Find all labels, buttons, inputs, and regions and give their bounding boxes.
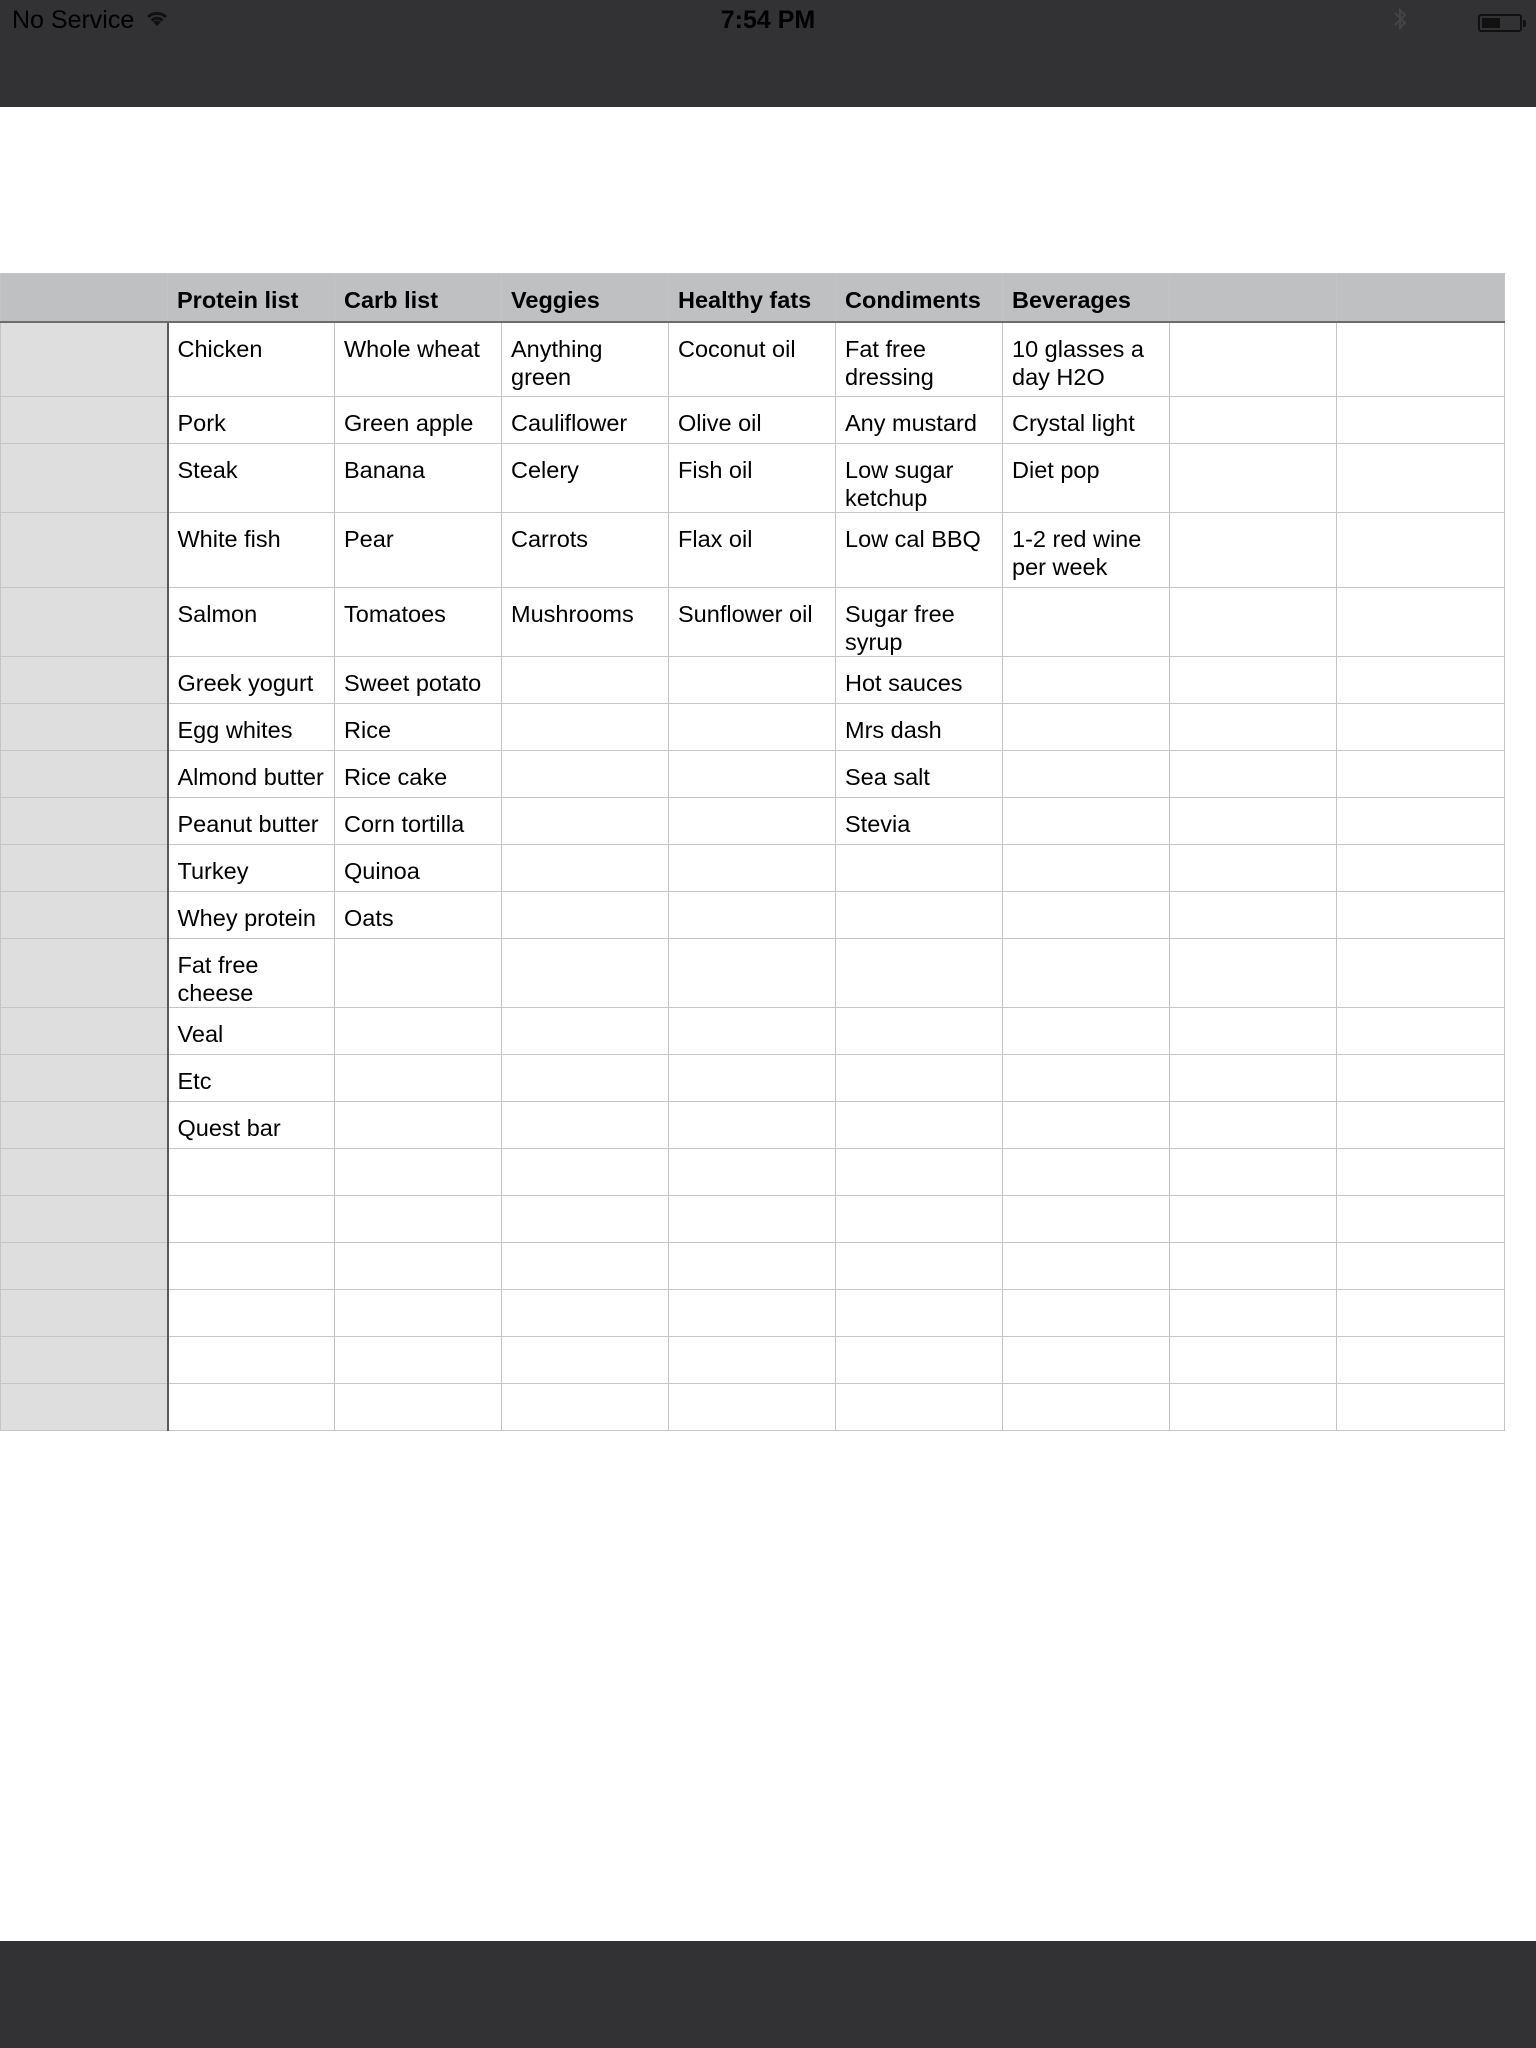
table-cell[interactable] <box>502 1384 669 1431</box>
table-cell[interactable]: Whey protein <box>168 892 335 939</box>
table-cell[interactable]: Olive oil <box>669 397 836 444</box>
table-cell[interactable]: Tomatoes <box>335 588 502 657</box>
table-cell[interactable] <box>669 1384 836 1431</box>
table-cell[interactable] <box>1003 1149 1170 1196</box>
table-cell[interactable]: Almond butter <box>168 751 335 798</box>
row-header[interactable] <box>1 892 168 939</box>
table-cell[interactable]: Cauliflower <box>502 397 669 444</box>
table-cell[interactable] <box>502 704 669 751</box>
table-cell[interactable] <box>1003 704 1170 751</box>
bottom-toolbar <box>0 1941 1536 2048</box>
table-row <box>1 588 1505 657</box>
right-status <box>1392 6 1522 39</box>
bluetooth-icon <box>1392 6 1408 39</box>
table-cell[interactable]: Fish oil <box>669 444 836 513</box>
table-cell[interactable] <box>1003 1008 1170 1055</box>
table-cell[interactable] <box>669 1196 836 1243</box>
table-cell[interactable] <box>1003 798 1170 845</box>
table-cell[interactable] <box>335 1290 502 1337</box>
table-cell[interactable] <box>335 1337 502 1384</box>
table-cell[interactable] <box>1337 798 1505 845</box>
table-cell[interactable] <box>836 1337 1003 1384</box>
table-row <box>1 892 1505 939</box>
table-cell[interactable]: Diet pop <box>1003 444 1170 513</box>
table-cell[interactable]: Whole wheat <box>335 322 502 397</box>
table-cell[interactable]: Etc <box>168 1055 335 1102</box>
table-cell[interactable] <box>836 1290 1003 1337</box>
table-cell[interactable] <box>1003 1384 1170 1431</box>
table-cell[interactable] <box>1170 892 1337 939</box>
table-cell[interactable] <box>1337 892 1505 939</box>
table-cell[interactable] <box>1003 1290 1170 1337</box>
table-cell[interactable] <box>1170 513 1337 588</box>
table-cell[interactable] <box>1003 1102 1170 1149</box>
table-cell[interactable]: Sugar free syrup <box>836 588 1003 657</box>
battery-icon <box>1478 14 1522 32</box>
table-cell[interactable] <box>1170 588 1337 657</box>
header-row <box>1 274 1505 322</box>
table-cell[interactable] <box>502 1055 669 1102</box>
table-cell[interactable] <box>669 1008 836 1055</box>
table-cell[interactable] <box>1170 1008 1337 1055</box>
table-cell[interactable] <box>335 939 502 1008</box>
table-cell[interactable]: Green apple <box>335 397 502 444</box>
table-cell[interactable] <box>1003 939 1170 1008</box>
table-cell[interactable]: Coconut oil <box>669 322 836 397</box>
table-cell[interactable] <box>1003 892 1170 939</box>
table-cell[interactable]: Sea salt <box>836 751 1003 798</box>
table-row <box>1 1384 1505 1431</box>
table-cell[interactable] <box>502 1149 669 1196</box>
table-cell[interactable] <box>1170 845 1337 892</box>
table-cell[interactable]: Fat free dressing <box>836 322 1003 397</box>
row-header[interactable] <box>1 704 168 751</box>
column-header[interactable]: Protein list <box>168 274 335 322</box>
table-cell[interactable] <box>836 892 1003 939</box>
row-header[interactable] <box>1 845 168 892</box>
row-header[interactable] <box>1 322 168 397</box>
table-cell[interactable] <box>1170 322 1337 397</box>
row-header[interactable] <box>1 657 168 704</box>
table-cell[interactable] <box>1170 704 1337 751</box>
table-row <box>1 1243 1505 1290</box>
table-cell[interactable] <box>836 1008 1003 1055</box>
table-cell[interactable]: Salmon <box>168 588 335 657</box>
table-cell[interactable] <box>1170 1243 1337 1290</box>
table-cell[interactable] <box>1337 1008 1505 1055</box>
column-header[interactable]: Condiments <box>836 274 1003 322</box>
table-cell[interactable] <box>1170 1384 1337 1431</box>
table-cell[interactable] <box>669 939 836 1008</box>
table-row <box>1 657 1505 704</box>
table-cell[interactable] <box>669 751 836 798</box>
table-row <box>1 939 1505 1008</box>
table-cell[interactable]: Sweet potato <box>335 657 502 704</box>
table-cell[interactable] <box>1003 657 1170 704</box>
table-cell[interactable] <box>1337 513 1505 588</box>
table-cell[interactable] <box>1337 1196 1505 1243</box>
row-header[interactable] <box>1 444 168 513</box>
table-cell[interactable] <box>836 1196 1003 1243</box>
table-cell[interactable] <box>1337 397 1505 444</box>
table-cell[interactable]: Peanut butter <box>168 798 335 845</box>
corner-cell[interactable] <box>1 274 168 322</box>
column-header[interactable] <box>1170 274 1337 322</box>
table-cell[interactable] <box>168 1290 335 1337</box>
table-cell[interactable]: Carrots <box>502 513 669 588</box>
table-cell[interactable]: Mushrooms <box>502 588 669 657</box>
spreadsheet-table <box>0 273 1505 1431</box>
table-cell[interactable] <box>502 1196 669 1243</box>
row-header[interactable] <box>1 1055 168 1102</box>
table-cell[interactable] <box>1337 751 1505 798</box>
table-cell[interactable] <box>502 1290 669 1337</box>
table-cell[interactable] <box>669 704 836 751</box>
row-header[interactable] <box>1 1243 168 1290</box>
table-cell[interactable] <box>335 1102 502 1149</box>
table-cell[interactable] <box>1003 1337 1170 1384</box>
row-header[interactable] <box>1 1337 168 1384</box>
table-cell[interactable] <box>669 1243 836 1290</box>
table-cell[interactable]: Flax oil <box>669 513 836 588</box>
table-row <box>1 1149 1505 1196</box>
table-cell[interactable]: White fish <box>168 513 335 588</box>
table-cell[interactable] <box>669 1102 836 1149</box>
table-cell[interactable] <box>502 751 669 798</box>
row-header[interactable] <box>1 1149 168 1196</box>
table-cell[interactable] <box>669 798 836 845</box>
table-cell[interactable] <box>1170 1290 1337 1337</box>
table-cell[interactable] <box>502 1243 669 1290</box>
row-header[interactable] <box>1 1008 168 1055</box>
table-cell[interactable]: Stevia <box>836 798 1003 845</box>
table-cell[interactable] <box>836 1149 1003 1196</box>
table-cell[interactable] <box>1337 1337 1505 1384</box>
table-cell[interactable] <box>335 1149 502 1196</box>
table-cell[interactable] <box>836 1243 1003 1290</box>
table-cell[interactable]: Egg whites <box>168 704 335 751</box>
table-row <box>1 397 1505 444</box>
table-cell[interactable] <box>1337 588 1505 657</box>
table-row <box>1 704 1505 751</box>
table-cell[interactable] <box>836 1055 1003 1102</box>
table-cell[interactable]: Sunflower oil <box>669 588 836 657</box>
row-header[interactable] <box>1 1384 168 1431</box>
table-cell[interactable]: Low sugar ketchup <box>836 444 1003 513</box>
table-row <box>1 1055 1505 1102</box>
table-cell[interactable] <box>669 892 836 939</box>
table-cell[interactable] <box>836 1102 1003 1149</box>
table-cell[interactable] <box>1003 1196 1170 1243</box>
table-row <box>1 798 1505 845</box>
table-cell[interactable]: Quest bar <box>168 1102 335 1149</box>
table-cell[interactable] <box>1170 798 1337 845</box>
row-header[interactable] <box>1 751 168 798</box>
table-cell[interactable] <box>1337 1243 1505 1290</box>
clock: 7:54 PM <box>720 6 816 34</box>
table-cell[interactable] <box>1337 1102 1505 1149</box>
top-toolbar <box>0 0 1536 107</box>
table-cell[interactable] <box>1337 444 1505 513</box>
row-header[interactable] <box>1 798 168 845</box>
table-cell[interactable]: Rice <box>335 704 502 751</box>
table-cell[interactable] <box>1003 751 1170 798</box>
row-header[interactable] <box>1 588 168 657</box>
table-cell[interactable] <box>1337 845 1505 892</box>
table-cell[interactable] <box>335 1243 502 1290</box>
table-cell[interactable] <box>502 657 669 704</box>
table-cell[interactable] <box>1337 1149 1505 1196</box>
table-cell[interactable] <box>335 1384 502 1431</box>
table-cell[interactable] <box>502 939 669 1008</box>
table-cell[interactable]: Quinoa <box>335 845 502 892</box>
table-cell[interactable] <box>502 1008 669 1055</box>
table-row <box>1 513 1505 588</box>
table-cell[interactable] <box>1170 939 1337 1008</box>
table-cell[interactable] <box>836 845 1003 892</box>
table-cell[interactable] <box>1170 1055 1337 1102</box>
table-row <box>1 751 1505 798</box>
table-cell[interactable]: 1-2 red wine per week <box>1003 513 1170 588</box>
table-cell[interactable]: Veal <box>168 1008 335 1055</box>
table-row <box>1 1102 1505 1149</box>
table-cell[interactable]: Anything green <box>502 322 669 397</box>
battery-level <box>1482 18 1500 28</box>
table-cell[interactable]: Mrs dash <box>836 704 1003 751</box>
table-cell[interactable]: Crystal light <box>1003 397 1170 444</box>
table-cell[interactable] <box>1337 1055 1505 1102</box>
table-cell[interactable]: Turkey <box>168 845 335 892</box>
table-cell[interactable] <box>502 845 669 892</box>
table-cell[interactable] <box>1337 1290 1505 1337</box>
table-cell[interactable]: Fat free cheese <box>168 939 335 1008</box>
row-header[interactable] <box>1 1196 168 1243</box>
table-cell[interactable] <box>335 1196 502 1243</box>
table-cell[interactable] <box>669 1055 836 1102</box>
table-cell[interactable] <box>669 657 836 704</box>
table-cell[interactable]: Oats <box>335 892 502 939</box>
table-cell[interactable] <box>168 1384 335 1431</box>
table-cell[interactable] <box>669 1337 836 1384</box>
table-cell[interactable] <box>1170 1149 1337 1196</box>
table-cell[interactable] <box>1170 657 1337 704</box>
table-cell[interactable] <box>1003 1055 1170 1102</box>
table-cell[interactable] <box>1337 939 1505 1008</box>
row-header[interactable] <box>1 1290 168 1337</box>
table-cell[interactable] <box>1170 1102 1337 1149</box>
column-header[interactable]: Beverages <box>1003 274 1170 322</box>
table-cell[interactable]: Celery <box>502 444 669 513</box>
row-header[interactable] <box>1 513 168 588</box>
table-cell[interactable] <box>1337 322 1505 397</box>
table-cell[interactable] <box>669 845 836 892</box>
column-header[interactable] <box>1337 274 1505 322</box>
column-header[interactable]: Healthy fats <box>669 274 836 322</box>
table-cell[interactable] <box>502 1102 669 1149</box>
table-cell[interactable]: Banana <box>335 444 502 513</box>
table-row <box>1 1337 1505 1384</box>
table-cell[interactable] <box>669 1149 836 1196</box>
table-cell[interactable] <box>1170 397 1337 444</box>
status-bar <box>0 0 1536 42</box>
table-cell[interactable] <box>1003 588 1170 657</box>
row-header[interactable] <box>1 1102 168 1149</box>
table-row <box>1 1290 1505 1337</box>
column-header[interactable]: Carb list <box>335 274 502 322</box>
table-cell[interactable] <box>502 1337 669 1384</box>
table-cell[interactable] <box>168 1149 335 1196</box>
table-cell[interactable] <box>836 939 1003 1008</box>
table-cell[interactable]: Chicken <box>168 322 335 397</box>
table-row <box>1 1008 1505 1055</box>
battery-percent: 49% <box>1417 8 1468 36</box>
table-cell[interactable]: Corn tortilla <box>335 798 502 845</box>
table-cell[interactable] <box>1003 1243 1170 1290</box>
table-row <box>1 1196 1505 1243</box>
table-cell[interactable] <box>335 1055 502 1102</box>
table-cell[interactable]: Greek yogurt <box>168 657 335 704</box>
table-cell[interactable] <box>502 892 669 939</box>
table-cell[interactable] <box>1170 444 1337 513</box>
table-cell[interactable]: Steak <box>168 444 335 513</box>
table-cell[interactable]: Low cal BBQ <box>836 513 1003 588</box>
table-row <box>1 444 1505 513</box>
table-cell[interactable]: Any mustard <box>836 397 1003 444</box>
table-cell[interactable] <box>168 1337 335 1384</box>
table-cell[interactable] <box>502 798 669 845</box>
table-cell[interactable] <box>1170 1337 1337 1384</box>
table-cell[interactable] <box>836 1384 1003 1431</box>
column-header[interactable]: Veggies <box>502 274 669 322</box>
table-cell[interactable] <box>1170 1196 1337 1243</box>
table-cell[interactable] <box>1337 704 1505 751</box>
table-cell[interactable] <box>168 1243 335 1290</box>
table-cell[interactable]: Hot sauces <box>836 657 1003 704</box>
table-row <box>1 845 1505 892</box>
table-cell[interactable]: Rice cake <box>335 751 502 798</box>
table-cell[interactable] <box>1003 845 1170 892</box>
table-cell[interactable]: 10 glasses a day H2O <box>1003 322 1170 397</box>
table-cell[interactable] <box>1170 751 1337 798</box>
table-cell[interactable] <box>1337 657 1505 704</box>
table-cell[interactable] <box>1337 1384 1505 1431</box>
table-row <box>1 322 1505 397</box>
row-header[interactable] <box>1 939 168 1008</box>
table-cell[interactable]: Pork <box>168 397 335 444</box>
carrier-label: No Service <box>12 6 135 34</box>
row-header[interactable] <box>1 397 168 444</box>
table-cell[interactable] <box>669 1290 836 1337</box>
table-cell[interactable] <box>335 1008 502 1055</box>
table-cell[interactable] <box>168 1196 335 1243</box>
table-cell[interactable]: Pear <box>335 513 502 588</box>
